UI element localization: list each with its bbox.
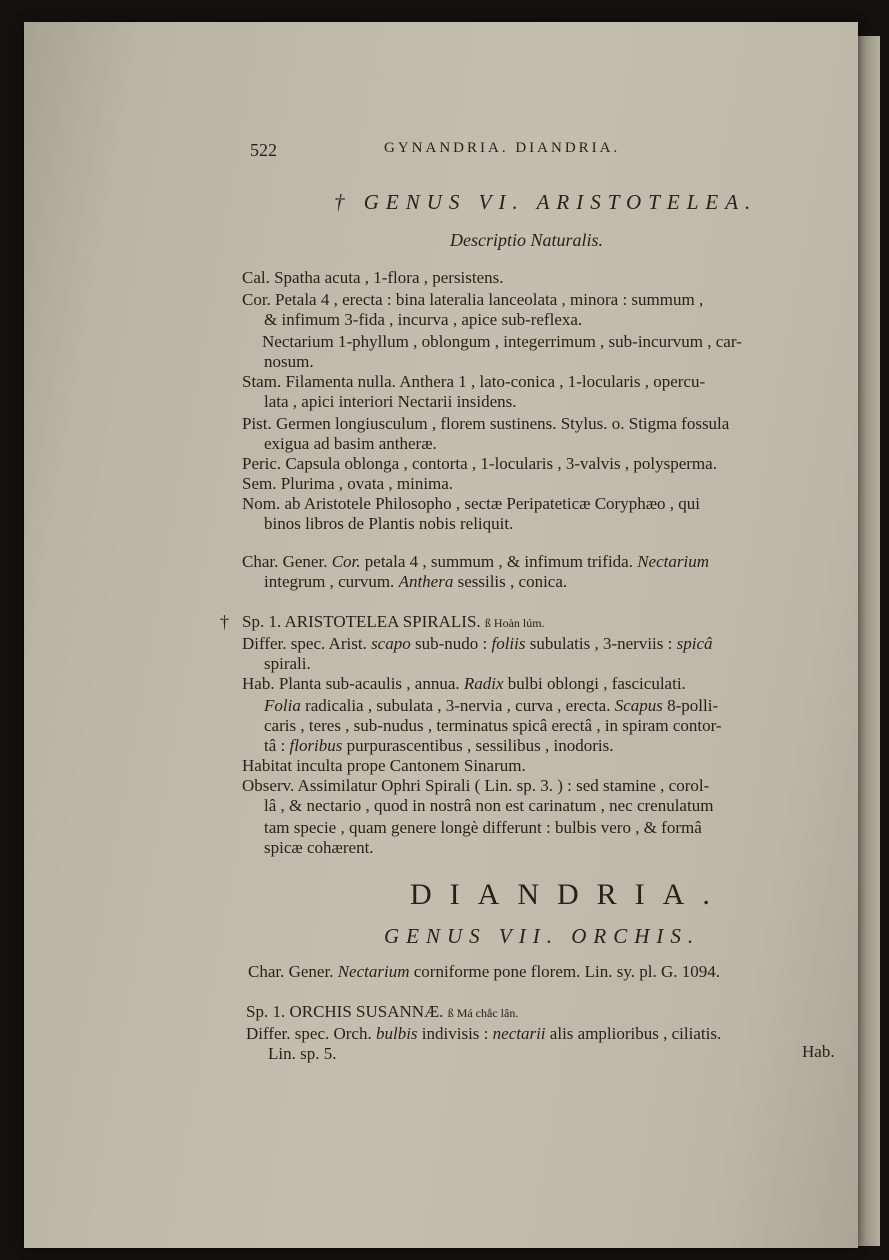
char-gener-text: petala 4 , summum , & infimum trifida. [364,552,633,571]
observ-line: lâ , & nectario , quod in nostrâ non est carinatum , nec crenulatum [264,796,714,815]
nectarium-term: Nectarium [337,962,410,981]
description-line: Peric. Capsula oblonga , contorta , 1-locularis , 3-valvis , polysperma. [242,454,717,473]
habitat-line: Habitat inculta prope Cantonem Sinarum. [242,756,526,775]
observ-line: Observ. Assimilatur Ophri Spirali ( Lin. sp. 3. ) : sed stamine , corol- [242,776,710,795]
hab-text: purpurascentibus , sessilibus , inodoris. [346,736,614,755]
hab-text: bulbi oblongi , fasciculati. [507,674,686,693]
char-gener-line [242,552,709,572]
differ-line [242,634,713,654]
hab-text: radicalia , subulata , 3-nervia , curva , erecta. [305,696,611,715]
char-gener-lead: Char. Gener. [242,552,328,571]
description-heading: Descriptio Naturalis. [450,230,604,250]
char-gener-line [264,572,567,592]
hab-line [264,736,613,756]
description-line: binos libros de Plantis nobis reliquit. [264,514,514,533]
observ-line: spicæ cohærent. [264,838,374,857]
running-head: GYNANDRIA. DIANDRIA. [384,140,621,156]
bulbis-term: bulbis [375,1024,418,1043]
dagger-mark: † [220,612,229,632]
species-line [242,612,545,632]
differ-line: spirali. [264,654,311,673]
description-line: Pist. Germen longiusculum , florem sustinens. Stylus. o. Stigma fossula [242,414,730,433]
page-number: 522 [250,140,277,160]
description-line: lata , apici interiori Nectarii insidens. [264,392,517,411]
nectarii-term: nectarii [492,1024,546,1043]
hab-text: Hab. Planta sub-acaulis , annua. [242,674,460,693]
book-page [24,22,858,1248]
differ-text: subulatis , 3-nerviis : [529,634,673,653]
description-line: nosum. [264,352,314,371]
vernacular-name: ß Má chắc lân. [447,1006,519,1020]
description-line: Sem. Plurima , ovata , minima. [242,474,454,493]
hab-text: 8-polli- [667,696,719,715]
hab-text: tâ : [264,736,286,755]
species-name: Sp. 1. ORCHIS SUSANNÆ. [246,1002,444,1021]
radix-term: Radix [463,674,504,693]
catchword: Hab. [802,1042,835,1061]
foliis-term: foliis [491,634,526,653]
observ-line: tam specie , quam genere longè differunt : bulbis vero , & formâ [264,818,702,837]
hab-line: caris , teres , sub-nudus , terminatus spicâ erectâ , in spiram contor- [264,716,722,735]
nectarium-term: Nectarium [637,552,709,571]
genus-heading-orchis: GENUS VII. ORCHIS. [384,924,701,948]
description-line: exigua ad basim antheræ. [264,434,437,453]
species-name: Sp. 1. ARISTOTELEA SPIRALIS. [242,612,481,631]
hab-line [264,696,718,716]
differ-text: Differ. spec. Arist. [242,634,367,653]
char-gener-lead: Char. Gener. [248,962,334,981]
anthera-term: Anthera [398,572,454,591]
vernacular-name: ß Hoàn lúm. [484,616,545,630]
scapus-term: Scapus [614,696,663,715]
differ-line [246,1024,721,1044]
description-line: Nom. ab Aristotele Philosopho , sectæ Peripateticæ Coryphæo , qui [242,494,701,513]
description-line: & infimum 3-fida , incurva , apice sub-reflexa. [264,310,583,329]
hab-line [242,674,686,694]
folia-term: Folia [264,696,301,715]
char-gener-text: integrum , curvum. [264,572,395,591]
differ-text: alis amplioribus , ciliatis. [549,1024,722,1043]
description-line: Cor. Petala 4 , erecta : bina lateralia lanceolata , minora : summum , [242,290,704,309]
floribus-term: floribus [289,736,343,755]
description-line: Nectarium 1-phyllum , oblongum , integerrimum , sub-incurvum , car- [262,332,742,351]
differ-line: Lin. sp. 5. [268,1044,337,1063]
cor-term: Cor. [331,552,361,571]
spica-term: spicâ [676,634,713,653]
char-gener-text: sessilis , conica. [457,572,568,591]
species-line [246,1002,518,1022]
char-gener-line [248,962,720,982]
description-line: Stam. Filamenta nulla. Anthera 1 , lato-conica , 1-locularis , opercu- [242,372,706,391]
char-gener-text: corniforme pone florem. Lin. sy. pl. G. 1094. [413,962,720,981]
differ-text: sub-nudo : [414,634,488,653]
differ-text: indivisis : [421,1024,489,1043]
description-line: Cal. Spatha acuta , 1-flora , persistens. [242,268,504,287]
section-heading: DIANDRIA. [410,878,728,911]
genus-heading: † GENUS VI. ARISTOTELEA. [334,190,758,214]
scapo-term: scapo [371,634,411,653]
next-page-edge [858,36,880,1246]
differ-text: Differ. spec. Orch. [246,1024,372,1043]
